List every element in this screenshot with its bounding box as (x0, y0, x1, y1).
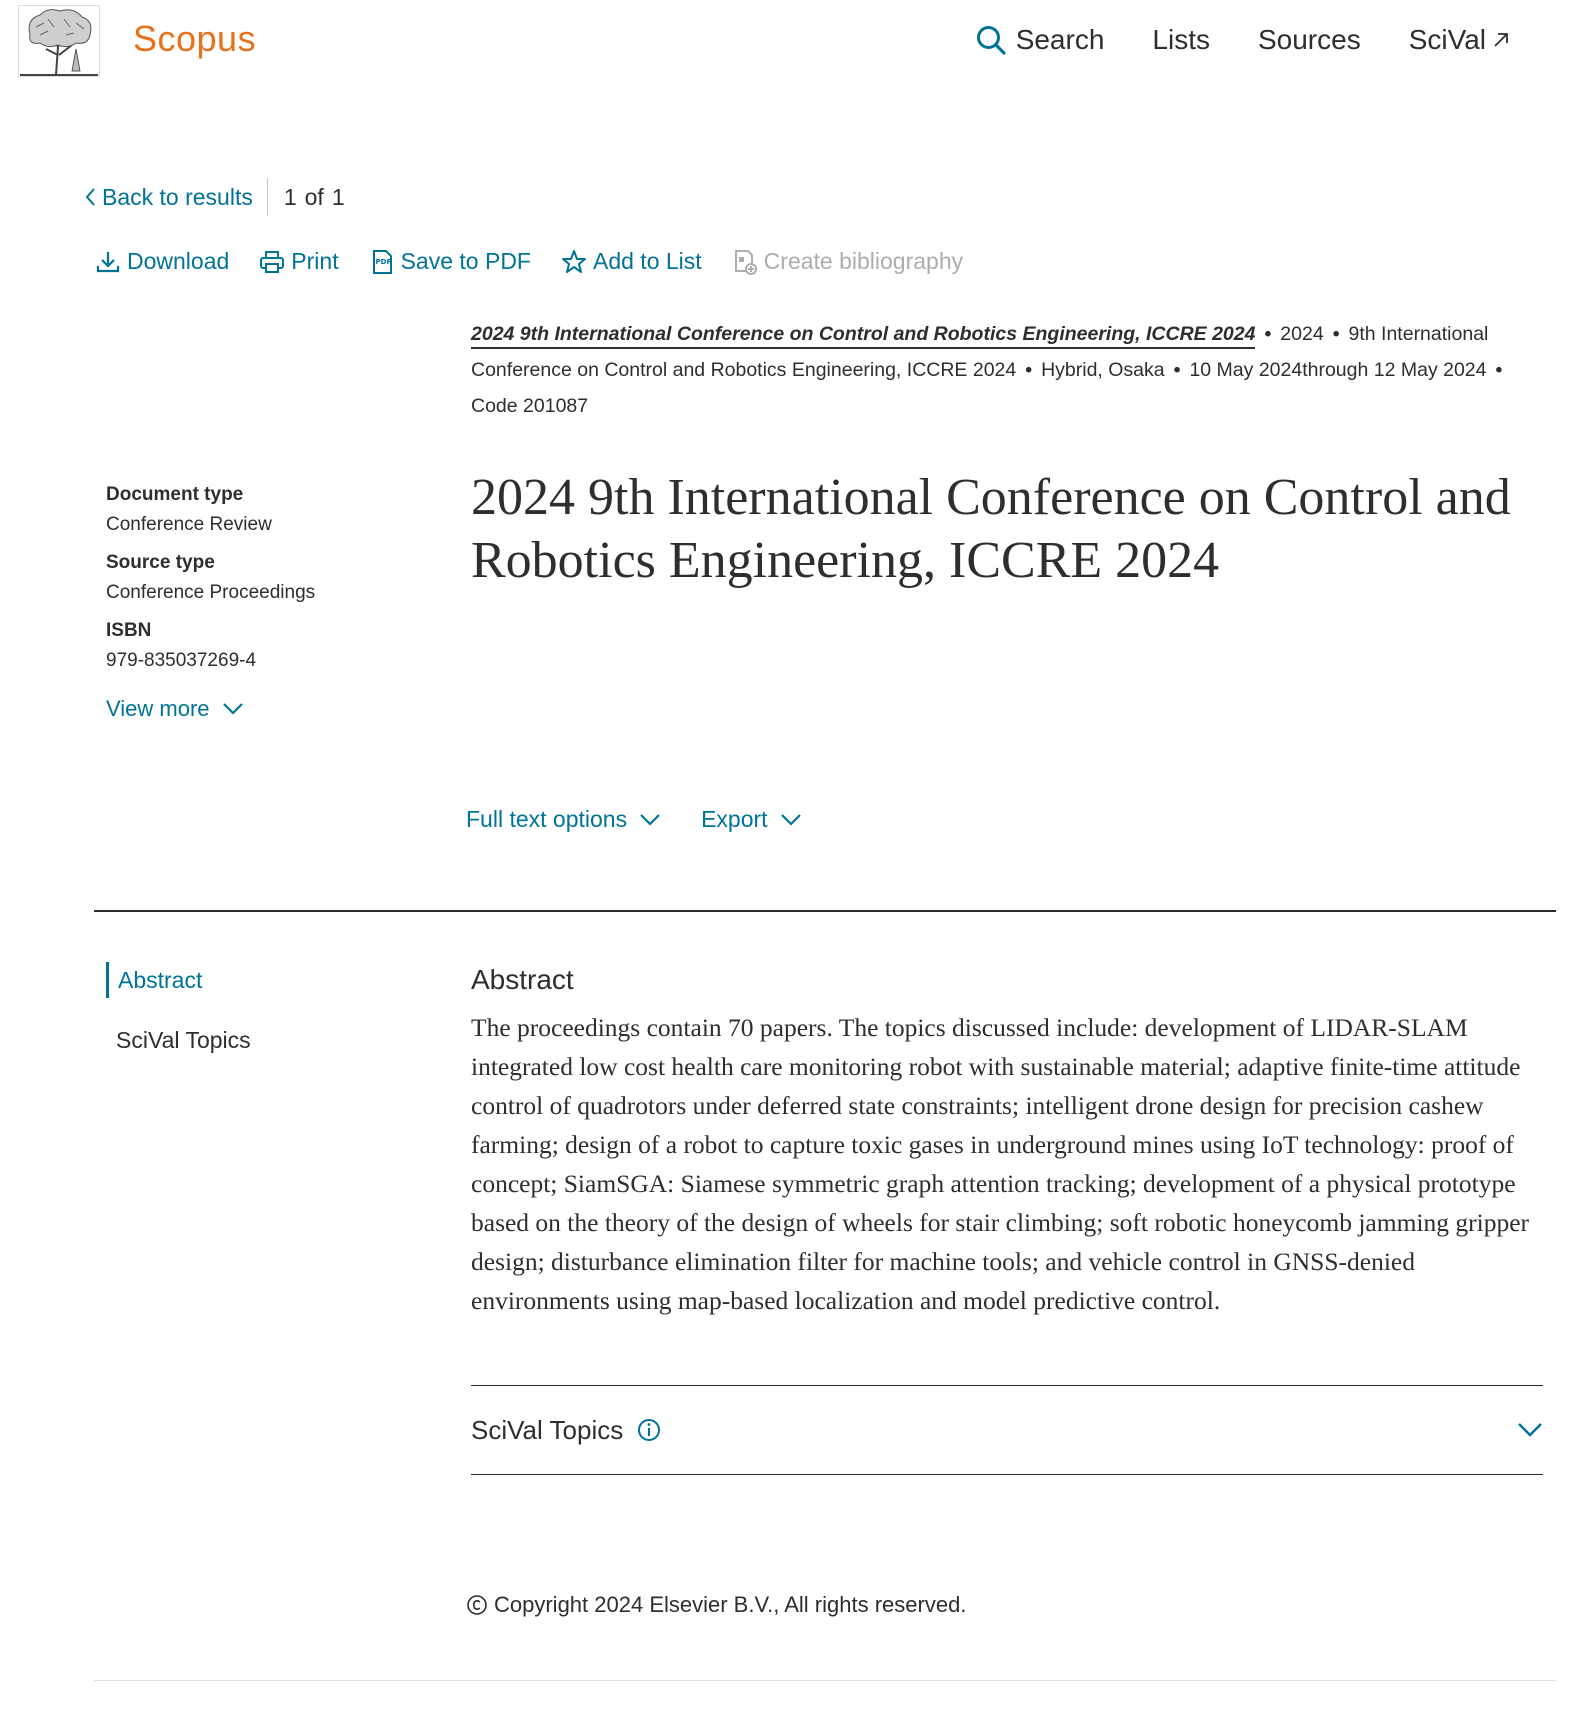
chevron-left-icon (84, 187, 96, 207)
add-to-list-label: Add to List (592, 248, 702, 274)
view-more-label: View more (106, 696, 210, 721)
nav-lists-label: Lists (1152, 24, 1210, 55)
section-navigation (106, 962, 251, 1058)
scival-topics-label: SciVal Topics (471, 1414, 624, 1445)
document-title: 2024 9th International Conference on Control and Robotics Engineering, ICCRE 2024 (471, 469, 1511, 589)
source-dates: 10 May 2024through 12 May 2024 (1189, 359, 1487, 381)
info-icon[interactable] (637, 1418, 661, 1442)
export-button[interactable] (701, 806, 801, 833)
nav-search-label: Search (1015, 24, 1105, 55)
view-more-button[interactable] (106, 696, 406, 722)
scival-topics-accordion[interactable] (471, 1385, 1543, 1475)
add-to-list-button[interactable] (561, 248, 702, 275)
chevron-down-icon (222, 702, 244, 716)
create-bibliography-button[interactable] (732, 248, 963, 275)
elsevier-logo[interactable] (18, 5, 100, 77)
nav-scival-topics[interactable]: SciVal Topics (116, 1027, 251, 1053)
source-code: Code 201087 (471, 395, 589, 417)
star-icon (561, 249, 587, 275)
create-bibliography-label: Create bibliography (763, 248, 964, 274)
results-pager (84, 178, 345, 216)
source-year: 2024 (1280, 323, 1324, 345)
result-position (268, 184, 345, 211)
document-options (466, 806, 802, 833)
print-label: Print (291, 248, 339, 274)
document-metadata (106, 484, 406, 722)
source-title-link[interactable]: 2024 9th International Conference on Control and Robotics Engineering, ICCRE 2024 (471, 323, 1255, 349)
search-icon (976, 25, 1006, 55)
svg-text:PDF: PDF (375, 257, 391, 266)
footer-divider (94, 1680, 1556, 1681)
print-icon (259, 249, 285, 275)
back-to-results-link[interactable] (84, 178, 268, 216)
abstract-text: The proceedings contain 70 papers. The topics discussed include: development of LIDAR-SLAM integrated low cost health care monitoring robot with sustainable material; adaptive finite-time attitude control of quadrotors under deferred state constraints; intelligent drone design for precision cashew farming; design of a robot to capture toxic gases in underground mines using IoT technology: proof of concept; SiamSGA: Siamese symmetric graph attention tracking; development of a physical prototype based on the theory of the design of wheels for stair climbing; soft robotic honeycomb jamming gripper design; disturbance elimination filter for machine tools; and vehicle control in GNSS-denied environments using map-based localization and model predictive control. (471, 1013, 1530, 1315)
nav-sources-label: Sources (1257, 24, 1361, 55)
abstract-heading: Abstract (471, 964, 574, 995)
export-label: Export (701, 806, 768, 832)
separator-dot: • (1495, 359, 1503, 381)
full-text-options-button[interactable] (466, 806, 661, 833)
chevron-down-icon[interactable] (1517, 1422, 1543, 1438)
top-navigation (976, 24, 1510, 56)
pdf-icon (369, 249, 395, 275)
scopus-brand[interactable]: Scopus (133, 18, 257, 59)
source-type-label: Source type (106, 552, 215, 573)
isbn-value: 979-835037269-4 (106, 650, 257, 671)
separator-dot: • (1264, 323, 1272, 345)
section-divider (94, 910, 1556, 912)
save-to-pdf-label: Save to PDF (400, 248, 531, 274)
nav-lists[interactable] (1152, 24, 1210, 56)
scival-topics-header (471, 1415, 661, 1446)
download-icon (95, 249, 121, 275)
separator-dot: • (1173, 359, 1181, 381)
source-type-value: Conference Proceedings (106, 582, 316, 603)
source-conference: 9th International Conference on Control and Robotics Engineering, ICCRE 2024 (471, 323, 1489, 381)
result-current: 1 (283, 183, 297, 210)
nav-search[interactable] (976, 24, 1105, 56)
nav-sources[interactable] (1258, 24, 1361, 56)
full-text-options-label: Full text options (466, 806, 628, 832)
separator-dot: • (1025, 359, 1033, 381)
external-link-icon (1492, 31, 1510, 49)
bibliography-icon (732, 249, 758, 275)
copyright-text: Copyright 2024 Elsevier B.V., All rights reserved. (494, 1592, 967, 1617)
document-type-value: Conference Review (106, 514, 272, 535)
nav-scival-label: SciVal (1408, 24, 1486, 55)
nav-abstract[interactable]: Abstract (106, 962, 251, 998)
chevron-down-icon (780, 813, 802, 827)
download-button[interactable] (95, 248, 229, 275)
copyright-icon (466, 1594, 488, 1616)
copyright-notice (466, 1592, 966, 1618)
save-to-pdf-button[interactable] (369, 248, 531, 275)
document-type-label: Document type (106, 484, 244, 505)
back-to-results-label: Back to results (102, 183, 253, 210)
nav-scival[interactable] (1409, 24, 1510, 56)
document-toolbar (95, 248, 993, 275)
result-total: 1 (331, 183, 345, 210)
result-of: of (304, 183, 324, 210)
separator-dot: • (1332, 323, 1340, 345)
source-location: Hybrid, Osaka (1041, 359, 1165, 381)
isbn-label: ISBN (106, 620, 152, 641)
download-label: Download (127, 248, 230, 274)
source-line (471, 316, 1551, 424)
chevron-down-icon (639, 813, 661, 827)
print-button[interactable] (259, 248, 338, 275)
